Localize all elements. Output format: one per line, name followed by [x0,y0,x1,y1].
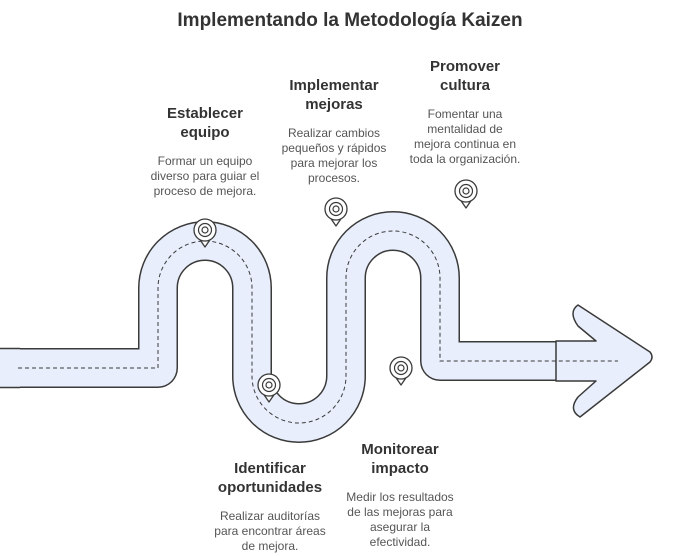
step-establecer-equipo [135,104,275,199]
step-title: Monitorear impacto [361,441,439,477]
step-description: Realizar auditorías para encontrar áreas de mejora. [214,509,326,553]
step-title: Establecer equipo [167,105,243,141]
step-description: Realizar cambios pequeños y rápidos para mejorar los procesos. [281,126,387,185]
step-implementar-mejoras [264,76,404,186]
map-pin-icon [390,357,412,385]
map-pin-icon [325,198,347,226]
road-start-cap [0,348,20,388]
road-fill [18,231,590,423]
step-title: Implementar mejoras [289,77,379,113]
road-outline [18,231,590,423]
step-title: Promover cultura [429,58,501,94]
map-pin-icon [455,180,477,208]
step-promover-cultura [395,57,535,167]
step-description: Formar un equipo diverso para guiar el proceso de mejora. [150,154,260,198]
step-description: Medir los resultados de las mejoras para asegurar la efectividad. [346,490,454,549]
step-identificar-oportunidades [195,459,345,554]
step-title: Identificar oportunidades [217,460,323,496]
diagram-title: Implementando la Metodología Kaizen [177,10,523,31]
step-description: Fomentar una mentalidad de mejora continua en toda la organización. [409,107,521,166]
step-monitorear-impacto [330,440,470,550]
road-center-line [18,231,618,423]
